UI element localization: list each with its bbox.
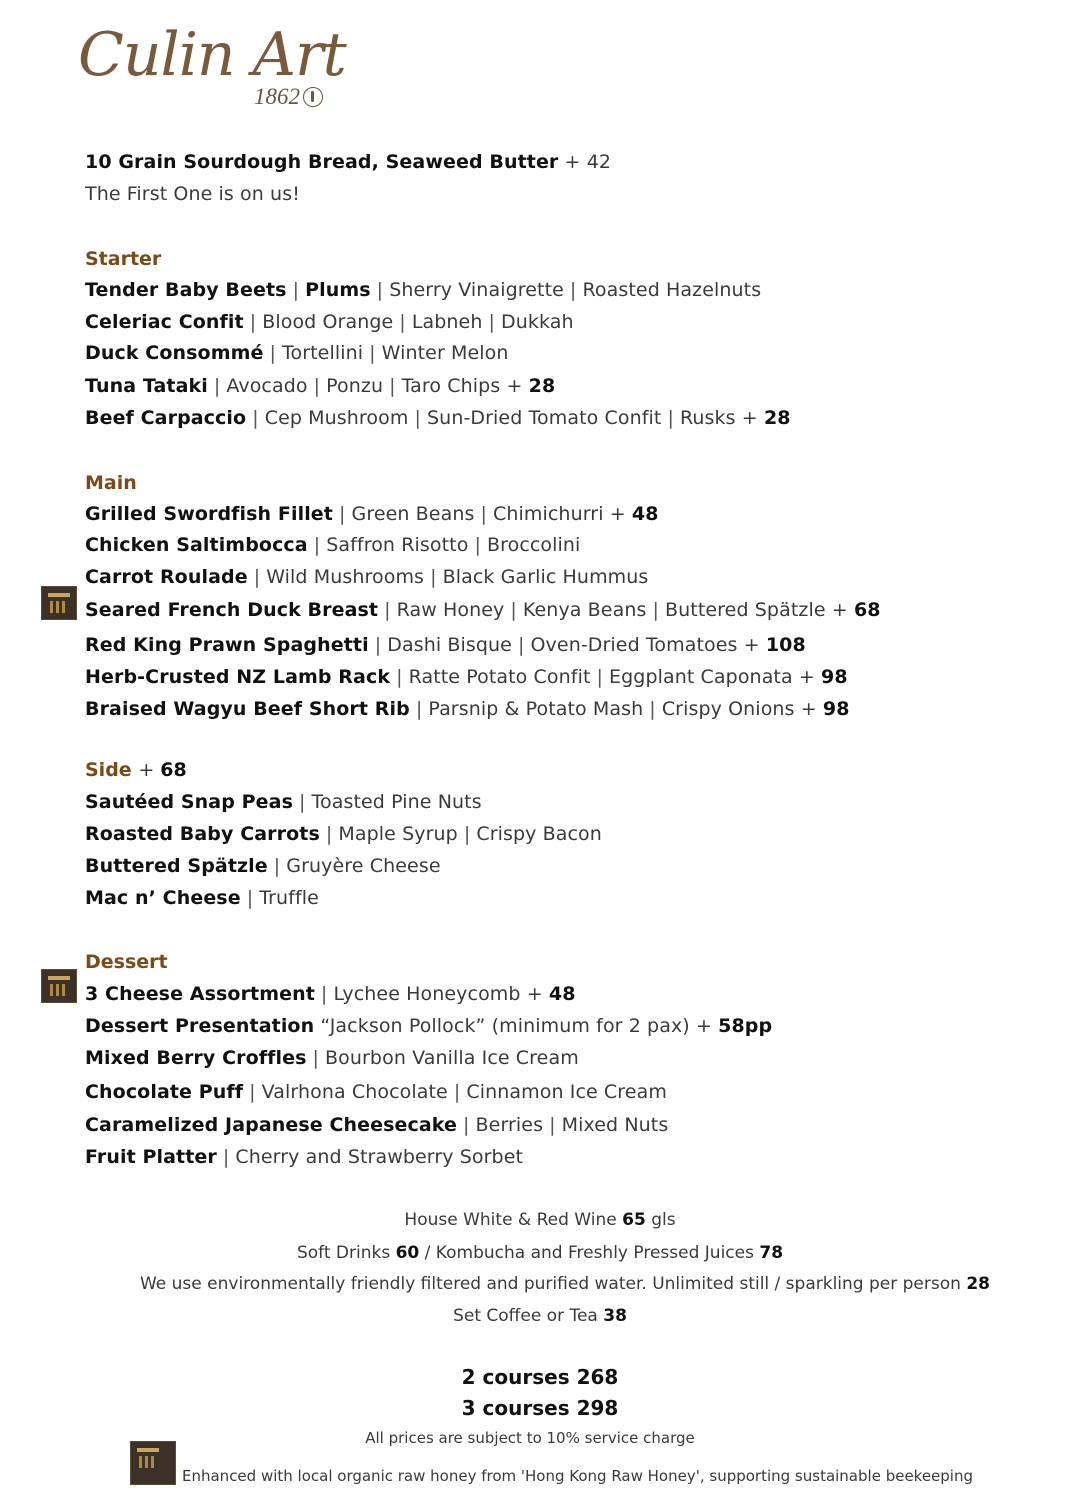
item-description: Raw Honey [396, 599, 505, 621]
item-description: Mixed Nuts [561, 1114, 669, 1136]
item-description: “Jackson Pollock” (minimum for 2 pax) [320, 1015, 690, 1037]
menu-item [85, 886, 319, 910]
item-description: Avocado [226, 375, 308, 397]
item-name: Mixed Berry Croffles [85, 1047, 307, 1069]
item-price: + 48 [603, 503, 659, 525]
item-name: Fruit Platter [85, 1146, 217, 1168]
separator: | [488, 311, 495, 333]
honey-jar-icon [130, 1441, 176, 1485]
item-description: Chimichurri [493, 503, 604, 525]
separator: | [389, 375, 396, 397]
separator: | [510, 599, 517, 621]
item-price-value: 48 [631, 503, 659, 525]
three-courses-price: 3 courses 298 [461, 1396, 619, 1420]
separator: | [249, 311, 257, 333]
menu-item [85, 697, 850, 721]
section-title-main: Main [85, 472, 137, 494]
item-description: Black Garlic Hummus [442, 566, 649, 588]
item-description: Cep Mushroom [264, 407, 409, 429]
seal-mark-icon [303, 87, 323, 107]
item-description: Kenya Beans [522, 599, 647, 621]
separator: | [312, 1047, 320, 1069]
item-name: Buttered Spätzle [85, 855, 268, 877]
separator: | [649, 698, 656, 720]
menu-item [85, 374, 555, 398]
item-description: Lychee Honeycomb [333, 983, 521, 1005]
bread-name: 10 Grain Sourdough Bread, Seaweed Butter [85, 151, 559, 173]
menu-item [85, 310, 574, 334]
item-price: + 98 [794, 698, 850, 720]
separator: | [338, 503, 346, 525]
kombucha-text: / Kombucha and Freshly Pressed Juices [424, 1243, 754, 1263]
separator: | [246, 887, 254, 909]
item-description: Gruyère Cheese [286, 855, 441, 877]
item-description: Parsnip & Potato Mash [428, 698, 644, 720]
item-description: Ratte Potato Confit [408, 666, 591, 688]
item-price: + 98 [792, 666, 848, 688]
separator: | [415, 698, 423, 720]
separator: | [269, 342, 276, 364]
price-value: 42 [586, 151, 612, 173]
menu-item [85, 1113, 668, 1137]
separator: | [549, 1114, 556, 1136]
item-name: Braised Wagyu Beef Short Rib [85, 698, 410, 720]
item-description: Tortellini [282, 342, 364, 364]
separator: | [463, 1114, 470, 1136]
item-description: Dukkah [501, 311, 574, 333]
item-name: Grilled Swordfish Fillet [85, 503, 333, 525]
menu-item [85, 406, 791, 430]
wine-line [0, 1209, 1080, 1231]
item-price: + 58pp [689, 1015, 773, 1037]
menu-item [85, 790, 482, 814]
item-description: Crispy Onions [661, 698, 795, 720]
menu-item [85, 1080, 667, 1104]
item-description: Broccolini [486, 534, 581, 556]
separator: | [474, 534, 481, 556]
menu-item [85, 822, 602, 846]
separator: | [517, 634, 525, 656]
menu-item [85, 502, 659, 526]
item-price: + 108 [737, 634, 806, 656]
item-description: Maple Syrup [338, 823, 458, 845]
separator: | [652, 599, 660, 621]
separator: | [325, 823, 333, 845]
wine-price: 65 [622, 1210, 646, 1230]
item-price-value: 48 [548, 983, 576, 1005]
item-description: Oven-Dried Tomatoes [530, 634, 738, 656]
coffee-text: Set Coffee or Tea [453, 1306, 598, 1326]
separator: | [453, 1081, 461, 1103]
item-description: Sherry Vinaigrette [389, 279, 564, 301]
item-description: Eggplant Caponata [609, 666, 793, 688]
menu-item [85, 665, 848, 689]
separator: | [396, 666, 403, 688]
separator: | [249, 1081, 256, 1103]
item-name: Carrot Roulade [85, 566, 248, 588]
item-name: Caramelized Japanese Cheesecake [85, 1114, 457, 1136]
side-title-text: Side [85, 759, 132, 781]
separator: | [399, 311, 406, 333]
side-price-value: 68 [160, 759, 187, 781]
wine-unit: gls [651, 1210, 676, 1230]
item-price: + 48 [520, 983, 576, 1005]
separator: | [320, 983, 328, 1005]
separator: | [292, 279, 300, 301]
bread-note: The First One is on us! [85, 183, 300, 205]
separator: | [414, 407, 422, 429]
item-description: Cinnamon Ice Cream [466, 1081, 667, 1103]
item-name-secondary: Plums [305, 279, 371, 301]
bread-price [565, 151, 612, 173]
logo-wordmark: Culin Art [78, 20, 346, 90]
two-courses-price: 2 courses 268 [461, 1365, 619, 1389]
item-description: Valrhona Chocolate [261, 1081, 448, 1103]
item-name: Mac n’ Cheese [85, 887, 241, 909]
item-name: Red King Prawn Spaghetti [85, 634, 369, 656]
item-name: Chicken Saltimbocca [85, 534, 308, 556]
separator: | [374, 634, 382, 656]
soft-text: Soft Drinks [296, 1243, 391, 1263]
honey-jar-icon [41, 586, 77, 620]
item-price-value: 68 [853, 599, 881, 621]
separator: | [222, 1146, 230, 1168]
item-price-value: 58pp [718, 1015, 773, 1037]
honey-note: Enhanced with local organic raw honey from 'Hong Kong Raw Honey', supporting sustainable beekeeping [182, 1467, 973, 1485]
separator: | [463, 823, 471, 845]
item-price-value: 108 [765, 634, 806, 656]
menu-item [85, 982, 576, 1006]
separator: | [569, 279, 577, 301]
soft-drinks-line [0, 1242, 1080, 1264]
item-description: Blood Orange [262, 311, 394, 333]
section-title-starter: Starter [85, 248, 162, 270]
separator: | [313, 534, 321, 556]
item-name: Tender Baby Beets [85, 279, 287, 301]
item-description: Toasted Pine Nuts [311, 791, 482, 813]
item-name: Tuna Tataki [85, 375, 208, 397]
separator: | [596, 666, 604, 688]
item-name: Sautéed Snap Peas [85, 791, 293, 813]
item-price-value: 28 [528, 375, 556, 397]
logo-year [254, 84, 323, 110]
honey-jar-icon [41, 969, 77, 1003]
menu-item [85, 1046, 579, 1070]
item-description: Labneh [411, 311, 483, 333]
section-title-dessert: Dessert [85, 951, 168, 973]
bread-line [85, 150, 611, 174]
separator: | [667, 407, 674, 429]
menu-item [85, 633, 806, 657]
item-name: Seared French Duck Breast [85, 599, 379, 621]
item-price: + 28 [500, 375, 556, 397]
menu-item [85, 1145, 523, 1169]
soft-price: 60 [395, 1243, 420, 1263]
section-title-side [85, 758, 187, 782]
wine-text: House White & Red Wine [404, 1210, 617, 1230]
menu-item [85, 278, 761, 302]
item-description: Sun-Dried Tomato Confit [427, 407, 662, 429]
item-name: Roasted Baby Carrots [85, 823, 320, 845]
item-price-value: 98 [821, 666, 848, 688]
logo-year-text: 1862 [254, 84, 300, 109]
kombucha-price: 78 [759, 1243, 784, 1263]
item-description: Wild Mushrooms [266, 566, 425, 588]
separator: | [299, 791, 306, 813]
water-line [25, 1273, 1080, 1295]
menu-item [85, 533, 580, 557]
item-name: Dessert Presentation [85, 1015, 315, 1037]
item-description: Crispy Bacon [476, 823, 602, 845]
menu-item [85, 341, 509, 365]
menu-item [85, 854, 441, 878]
price-sign: + [564, 151, 581, 173]
water-text: We use environmentally friendly filtered and purified water. Unlimited still / sparkling per person [139, 1274, 961, 1294]
menu-item [85, 598, 881, 622]
separator: | [369, 342, 376, 364]
item-name: Beef Carpaccio [85, 407, 247, 429]
item-name: Celeriac Confit [85, 311, 244, 333]
item-description: Cherry and Strawberry Sorbet [235, 1146, 524, 1168]
item-name: Chocolate Puff [85, 1081, 244, 1103]
separator: | [430, 566, 437, 588]
item-price: + 68 [825, 599, 881, 621]
coffee-line [0, 1305, 1080, 1327]
item-description: Bourbon Vanilla Ice Cream [325, 1047, 579, 1069]
separator: | [253, 566, 261, 588]
item-description: Taro Chips [401, 375, 501, 397]
menu-item [85, 565, 648, 589]
item-description: Roasted Hazelnuts [582, 279, 762, 301]
item-description: Saffron Risotto [326, 534, 469, 556]
side-price: + 68 [138, 759, 187, 781]
service-charge-note: All prices are subject to 10% service charge [365, 1429, 695, 1447]
restaurant-logo [78, 18, 348, 118]
item-description: Buttered Spätzle [665, 599, 826, 621]
separator: | [213, 375, 221, 397]
item-description: Dashi Bisque [387, 634, 512, 656]
item-name: 3 Cheese Assortment [85, 983, 315, 1005]
item-description: Berries [475, 1114, 544, 1136]
item-description: Winter Melon [381, 342, 509, 364]
separator: | [313, 375, 321, 397]
item-name: Herb-Crusted NZ Lamb Rack [85, 666, 391, 688]
item-name: Duck Consommé [85, 342, 264, 364]
item-description: Truffle [259, 887, 319, 909]
separator: | [252, 407, 259, 429]
item-price-value: 98 [822, 698, 850, 720]
separator: | [480, 503, 488, 525]
item-price: + 28 [735, 407, 791, 429]
item-price-value: 28 [763, 407, 791, 429]
menu-item [85, 1014, 772, 1038]
separator: | [376, 279, 384, 301]
item-description: Rusks [679, 407, 736, 429]
water-price: 28 [966, 1274, 990, 1294]
item-description: Ponzu [326, 375, 384, 397]
item-description: Green Beans [351, 503, 475, 525]
coffee-price: 38 [603, 1306, 627, 1326]
separator: | [273, 855, 281, 877]
separator: | [384, 599, 391, 621]
